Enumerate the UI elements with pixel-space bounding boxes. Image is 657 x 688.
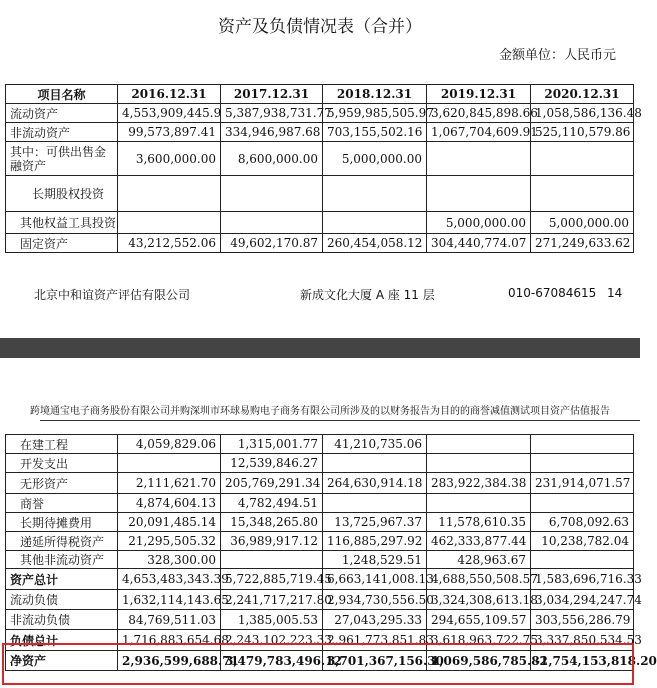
row-label: 流动资产 — [6, 104, 118, 123]
cell-value: 3,600,000.00 — [118, 142, 221, 176]
cell-value: 3,337,850,534.53 — [531, 630, 634, 651]
row-label: 固定资产 — [6, 234, 118, 253]
header-item: 项目名称 — [6, 85, 118, 104]
cell-value: 294,655,109.57 — [427, 610, 531, 630]
cell-value: 27,043,295.33 — [323, 610, 427, 630]
cell-value: 5,000,000.00 — [323, 142, 427, 176]
table-row — [6, 234, 634, 253]
row-label: 其中：可供出售金融资产 — [6, 142, 118, 176]
cell-value — [531, 142, 634, 176]
cell-value: 4,688,550,508.57 — [427, 569, 531, 590]
cell-value: 6,708,092.63 — [531, 513, 634, 532]
cell-value: 2,241,717,217.80 — [221, 590, 323, 610]
cell-value: 4,653,483,343.39 — [118, 569, 221, 590]
cell-value: 205,769,291.34 — [221, 473, 323, 494]
table-row — [6, 104, 634, 123]
table-row — [6, 513, 634, 532]
cell-value — [427, 435, 531, 454]
cell-value: 5,000,000.00 — [531, 212, 634, 234]
cell-value: 3,618,963,722.75 — [427, 630, 531, 651]
cell-value: 20,091,485.14 — [118, 513, 221, 532]
cell-value: 1,067,704,609.91 — [427, 123, 531, 142]
row-label: 资产总计 — [6, 569, 118, 590]
cell-value: 5,000,000.00 — [427, 212, 531, 234]
cell-value: 84,769,511.03 — [118, 610, 221, 630]
row-label: 流动负债 — [6, 590, 118, 610]
row-label: 其他非流动资产 — [6, 551, 118, 569]
cell-value: 12,539,846.27 — [221, 454, 323, 473]
row-label: 商誉 — [6, 494, 118, 513]
cell-value: 99,573,897.41 — [118, 123, 221, 142]
cell-value: 1,315,001.77 — [221, 435, 323, 454]
cell-value: 49,602,170.87 — [221, 234, 323, 253]
cell-value — [531, 435, 634, 454]
cell-value: 1,058,586,136.48 — [531, 104, 634, 123]
cell-value: 283,922,384.38 — [427, 473, 531, 494]
cell-value: 4,782,494.51 — [221, 494, 323, 513]
cell-value: 2,934,730,556.50 — [323, 590, 427, 610]
cell-value — [427, 142, 531, 176]
cell-value: 334,946,987.68 — [221, 123, 323, 142]
cell-value: 260,454,058.12 — [323, 234, 427, 253]
cell-value: 6,663,141,008.13 — [323, 569, 427, 590]
cell-value: 3,620,845,898.66 — [427, 104, 531, 123]
cell-value: 10,238,782.04 — [531, 532, 634, 551]
footer-page-number: 14 — [607, 286, 623, 300]
cell-value: 428,963.67 — [427, 551, 531, 569]
table-row — [6, 142, 634, 176]
cell-value: 231,914,071.57 — [531, 473, 634, 494]
footer-company: 北京中和谊资产评估有限公司 — [34, 288, 191, 302]
cell-value: 304,440,774.07 — [427, 234, 531, 253]
footer-phone: 010-67084615 — [508, 286, 597, 300]
cell-value — [531, 494, 634, 513]
table-row — [6, 454, 634, 473]
cell-value: 328,300.00 — [118, 551, 221, 569]
cell-value: 21,295,505.32 — [118, 532, 221, 551]
table-row — [6, 212, 634, 234]
cell-value: 703,155,502.16 — [323, 123, 427, 142]
header-year: 2018.12.31 — [323, 85, 427, 104]
cell-value: 41,210,735.06 — [323, 435, 427, 454]
balance-table-top — [5, 84, 642, 253]
row-label: 其他权益工具投资 — [6, 212, 118, 234]
cell-value: 462,333,877.44 — [427, 532, 531, 551]
cell-value: 116,885,297.92 — [323, 532, 427, 551]
header-rule — [40, 420, 640, 421]
row-label: 净资产 — [6, 651, 118, 671]
cell-value: 3,034,294,247.74 — [531, 590, 634, 610]
cell-value: 1,583,696,716.33 — [531, 569, 634, 590]
page-divider — [0, 338, 640, 358]
cell-value — [427, 176, 531, 212]
unit-label: 金额单位：人民币元 — [498, 48, 616, 63]
cell-value — [118, 176, 221, 212]
cell-value: -1,754,153,818.20 — [531, 651, 634, 671]
cell-value: 1,248,529.51 — [323, 551, 427, 569]
table-row — [6, 551, 634, 569]
table-header-row — [6, 85, 634, 104]
doc-title: 资产及负债情况表（合并） — [218, 17, 422, 37]
table-row — [6, 473, 634, 494]
header-year: 2019.12.31 — [427, 85, 531, 104]
cell-value — [531, 551, 634, 569]
cell-value — [221, 176, 323, 212]
table-row — [6, 651, 634, 671]
footer-address: 新成文化大厦 A 座 11 层 — [300, 288, 435, 302]
table-row — [6, 630, 634, 651]
cell-value: 13,725,967.37 — [323, 513, 427, 532]
table-row — [6, 569, 634, 590]
cell-value: 4,059,829.06 — [118, 435, 221, 454]
cell-value: 4,874,604.13 — [118, 494, 221, 513]
cell-value — [221, 551, 323, 569]
cell-value — [427, 494, 531, 513]
page-footer — [0, 286, 640, 302]
header-year: 2016.12.31 — [118, 85, 221, 104]
table-row — [6, 435, 634, 454]
cell-value — [221, 212, 323, 234]
cell-value: 525,110,579.86 — [531, 123, 634, 142]
cell-value: 2,111,621.70 — [118, 473, 221, 494]
header-year: 2020.12.31 — [531, 85, 634, 104]
table-row — [6, 610, 634, 630]
cell-value: 1,632,114,143.65 — [118, 590, 221, 610]
table-row — [6, 123, 634, 142]
cell-value: 3,479,783,496.12 — [221, 651, 323, 671]
cell-value: 43,212,552.06 — [118, 234, 221, 253]
row-label: 递延所得税资产 — [6, 532, 118, 551]
cell-value: 5,387,938,731.77 — [221, 104, 323, 123]
cell-value: 5,722,885,719.45 — [221, 569, 323, 590]
row-label: 在建工程 — [6, 435, 118, 454]
row-label: 无形资产 — [6, 473, 118, 494]
cell-value: 4,553,909,445.9 — [118, 104, 221, 123]
cell-value: 1,716,883,654.68 — [118, 630, 221, 651]
cell-value: 15,348,265.80 — [221, 513, 323, 532]
row-label: 长期待摊费用 — [6, 513, 118, 532]
row-label: 长期股权投资 — [6, 176, 118, 212]
cell-value: 264,630,914.18 — [323, 473, 427, 494]
cell-value — [118, 454, 221, 473]
cell-value — [323, 494, 427, 513]
table-row — [6, 494, 634, 513]
row-label: 非流动资产 — [6, 123, 118, 142]
balance-table-bottom — [5, 434, 657, 671]
cell-value: 271,249,633.62 — [531, 234, 634, 253]
cell-value: 8,600,000.00 — [221, 142, 323, 176]
cell-value — [323, 176, 427, 212]
cell-value: 303,556,286.79 — [531, 610, 634, 630]
cell-value: 1,385,005.53 — [221, 610, 323, 630]
row-label: 开发支出 — [6, 454, 118, 473]
cell-value — [118, 212, 221, 234]
page-header: 跨境通宝电子商务股份有限公司并购深圳市环球易购电子商务有限公司所涉及的以财务报告为目的的商誉减值测试项目资产估值报告 — [30, 406, 610, 417]
row-label: 非流动负债 — [6, 610, 118, 630]
cell-value: 3,701,367,156.30 — [323, 651, 427, 671]
header-year: 2017.12.31 — [221, 85, 323, 104]
cell-value: 1,069,586,785.82 — [427, 651, 531, 671]
cell-value — [427, 454, 531, 473]
cell-value — [531, 176, 634, 212]
cell-value: 36,989,917.12 — [221, 532, 323, 551]
cell-value — [531, 454, 634, 473]
cell-value: 3,324,308,613.18 — [427, 590, 531, 610]
table-row — [6, 590, 634, 610]
cell-value — [323, 212, 427, 234]
cell-value: 2,936,599,688.71 — [118, 651, 221, 671]
row-label: 负债总计 — [6, 630, 118, 651]
cell-value — [323, 454, 427, 473]
table-row — [6, 176, 634, 212]
cell-value: 11,578,610.35 — [427, 513, 531, 532]
cell-value: 2,243,102,223.33 — [221, 630, 323, 651]
table-row — [6, 532, 634, 551]
cell-value: 2,961,773,851.83 — [323, 630, 427, 651]
cell-value: 5,959,985,505.97 — [323, 104, 427, 123]
